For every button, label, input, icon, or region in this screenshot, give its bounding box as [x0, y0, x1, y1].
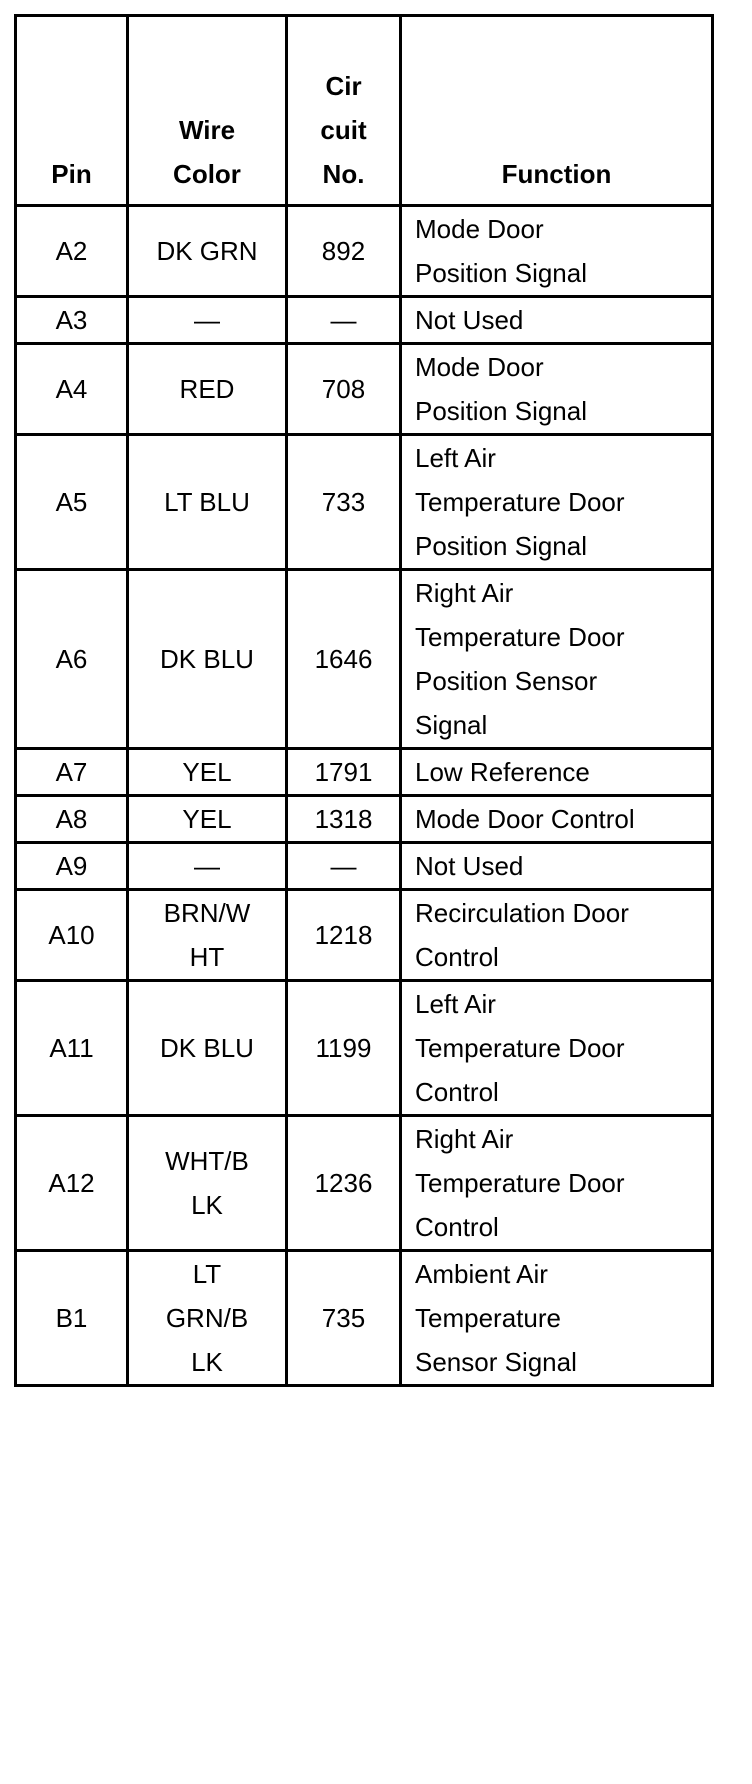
table-row [16, 890, 713, 981]
pin-cell: B1 [16, 1251, 128, 1386]
table-row [16, 1251, 713, 1386]
wire-color-cell: LT GRN/B LK [128, 1251, 287, 1386]
pin-cell: A11 [16, 981, 128, 1116]
table-row [16, 570, 713, 749]
function-cell: Not Used [401, 297, 713, 344]
circuit-no-cell: 735 [287, 1251, 401, 1386]
connector-table-container [14, 14, 714, 1387]
function-cell: Recirculation Door Control [401, 890, 713, 981]
wire-color-cell: YEL [128, 749, 287, 796]
function-cell: Low Reference [401, 749, 713, 796]
wire-color-cell: DK BLU [128, 570, 287, 749]
pin-cell: A4 [16, 344, 128, 435]
circuit-no-cell: 1791 [287, 749, 401, 796]
table-row [16, 297, 713, 344]
wire-color-cell: — [128, 297, 287, 344]
function-cell: Right Air Temperature Door Control [401, 1116, 713, 1251]
header-pin: Pin [16, 16, 128, 206]
table-row [16, 981, 713, 1116]
pin-cell: A12 [16, 1116, 128, 1251]
wire-color-cell: LT BLU [128, 435, 287, 570]
wire-color-cell: WHT/B LK [128, 1116, 287, 1251]
circuit-no-cell: 708 [287, 344, 401, 435]
pin-cell: A8 [16, 796, 128, 843]
function-cell: Mode Door Control [401, 796, 713, 843]
table-row [16, 344, 713, 435]
pin-cell: A3 [16, 297, 128, 344]
pin-cell: A2 [16, 206, 128, 297]
function-cell: Mode Door Position Signal [401, 206, 713, 297]
circuit-no-cell: 1218 [287, 890, 401, 981]
wire-color-cell: BRN/W HT [128, 890, 287, 981]
circuit-no-cell: 1318 [287, 796, 401, 843]
header-wire-color: Wire Color [128, 16, 287, 206]
table-row [16, 796, 713, 843]
pin-cell: A5 [16, 435, 128, 570]
table-row [16, 843, 713, 890]
function-cell: Not Used [401, 843, 713, 890]
table-row [16, 1116, 713, 1251]
table-row [16, 749, 713, 796]
table-row [16, 435, 713, 570]
circuit-no-cell: 1646 [287, 570, 401, 749]
pin-cell: A6 [16, 570, 128, 749]
wire-color-cell: — [128, 843, 287, 890]
wire-color-cell: DK GRN [128, 206, 287, 297]
function-cell: Mode Door Position Signal [401, 344, 713, 435]
wire-color-cell: DK BLU [128, 981, 287, 1116]
header-circuit-no: Cir cuit No. [287, 16, 401, 206]
table-body [16, 206, 713, 1386]
header-function: Function [401, 16, 713, 206]
table-header-row [16, 16, 713, 206]
function-cell: Left Air Temperature Door Position Signal [401, 435, 713, 570]
circuit-no-cell: 892 [287, 206, 401, 297]
circuit-no-cell: 1236 [287, 1116, 401, 1251]
pin-cell: A7 [16, 749, 128, 796]
circuit-no-cell: — [287, 843, 401, 890]
function-cell: Ambient Air Temperature Sensor Signal [401, 1251, 713, 1386]
wire-color-cell: RED [128, 344, 287, 435]
table-row [16, 206, 713, 297]
pin-cell: A9 [16, 843, 128, 890]
circuit-no-cell: — [287, 297, 401, 344]
wire-color-cell: YEL [128, 796, 287, 843]
circuit-no-cell: 733 [287, 435, 401, 570]
function-cell: Right Air Temperature Door Position Sensor Signal [401, 570, 713, 749]
pin-cell: A10 [16, 890, 128, 981]
connector-pinout-table [14, 14, 714, 1387]
circuit-no-cell: 1199 [287, 981, 401, 1116]
function-cell: Left Air Temperature Door Control [401, 981, 713, 1116]
